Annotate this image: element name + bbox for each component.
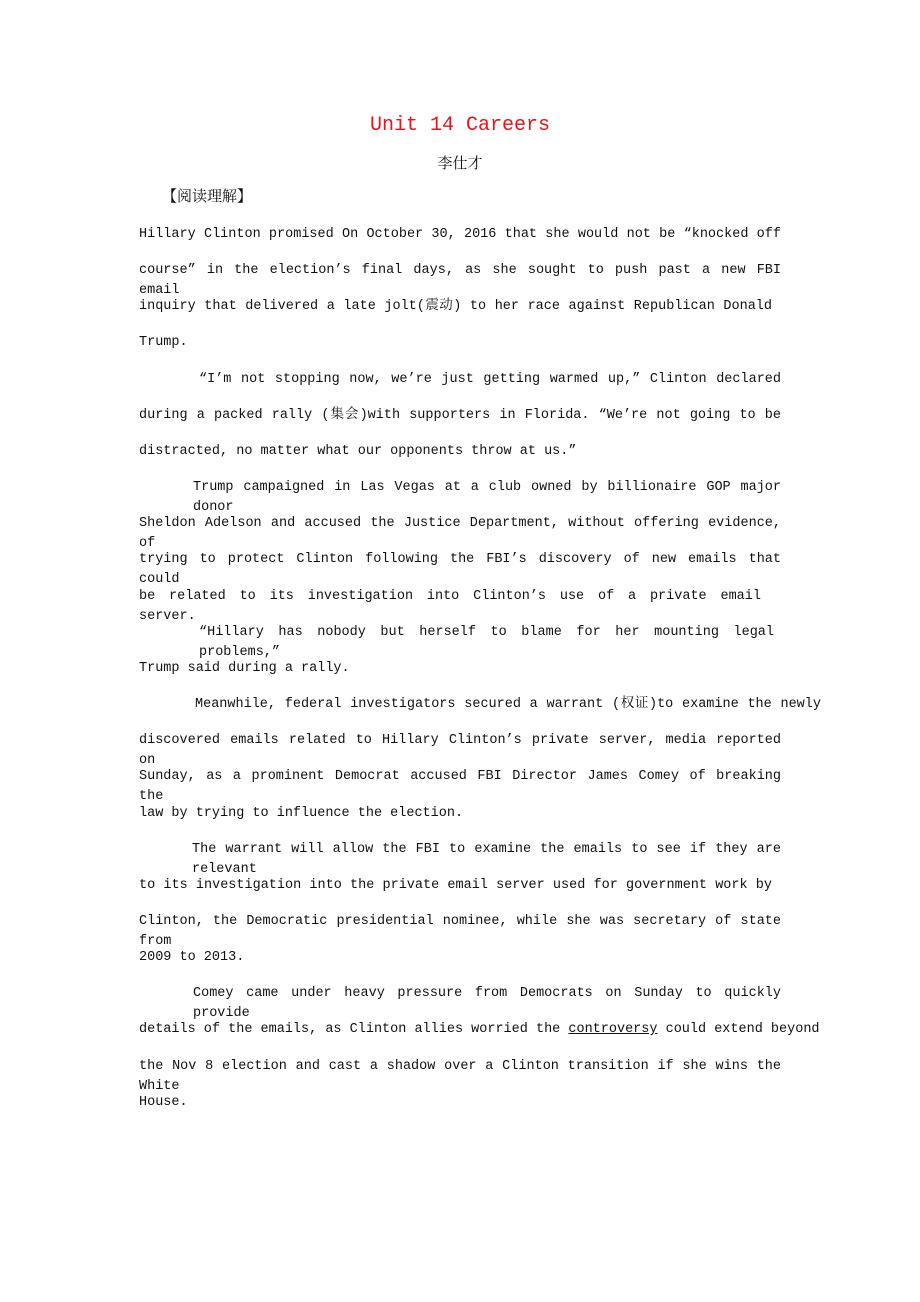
text-line: trying to protect Clinton following the FBI’s discovery of new emails that could (139, 552, 781, 587)
text-line: Comey came under heavy pressure from Democrats on Sunday to quickly provide (193, 986, 781, 1021)
text-line: Sheldon Adelson and accused the Justice Department, without offering evidence, of (139, 516, 781, 551)
underlined-word: controversy (568, 1022, 658, 1037)
text-segment: could extend beyond (657, 1022, 820, 1037)
text-line: Meanwhile, federal investigators secured a warrant (权证)to examine the newly (195, 697, 821, 712)
text-line: the Nov 8 election and cast a shadow over a Clinton transition if she wins the White (139, 1059, 781, 1094)
text-line: Trump campaigned in Las Vegas at a club owned by billionaire GOP major donor (193, 480, 781, 515)
text-segment: details of the emails, as Clinton allies worried the (139, 1022, 569, 1037)
document-title: Unit 14 Careers (369, 114, 551, 137)
text-line: The warrant will allow the FBI to examine the emails to see if they are relevant (192, 842, 781, 877)
text-line: Hillary Clinton promised On October 30, 2016 that she would not be “knocked off (139, 227, 781, 242)
text-line: distracted, no matter what our opponents throw at us.” (139, 444, 577, 459)
text-line: discovered emails related to Hillary Clinton’s private server, media reported on (139, 733, 781, 768)
text-line: during a packed rally (集会)with supporters in Florida. “We’re not going to be (139, 408, 781, 423)
text-line: “I’m not stopping now, we’re just getting warmed up,” Clinton declared (199, 372, 781, 387)
text-line: inquiry that delivered a late jolt(震动) to her race against Republican Donald (139, 299, 772, 314)
text-line: Clinton, the Democratic presidential nominee, while she was secretary of state from (139, 914, 781, 949)
text-line: 2009 to 2013. (139, 950, 245, 965)
text-line: House. (139, 1095, 188, 1110)
author-name: 李仕才 (437, 154, 483, 172)
text-line: Trump said during a rally. (139, 661, 350, 676)
text-line: law by trying to influence the election. (139, 806, 464, 821)
text-line: “Hillary has nobody but herself to blame for her mounting legal problems,” (199, 625, 774, 660)
section-heading: 【阅读理解】 (162, 187, 253, 205)
text-line: Trump. (139, 335, 188, 350)
text-line: course” in the election’s final days, as she sought to push past a new FBI email (139, 263, 781, 298)
text-line: Sunday, as a prominent Democrat accused FBI Director James Comey of breaking the (139, 769, 781, 804)
text-line: be related to its investigation into Clinton’s use of a private email server. (139, 589, 761, 624)
text-line (139, 1020, 820, 1040)
text-line: to its investigation into the private email server used for government work by (139, 878, 772, 893)
